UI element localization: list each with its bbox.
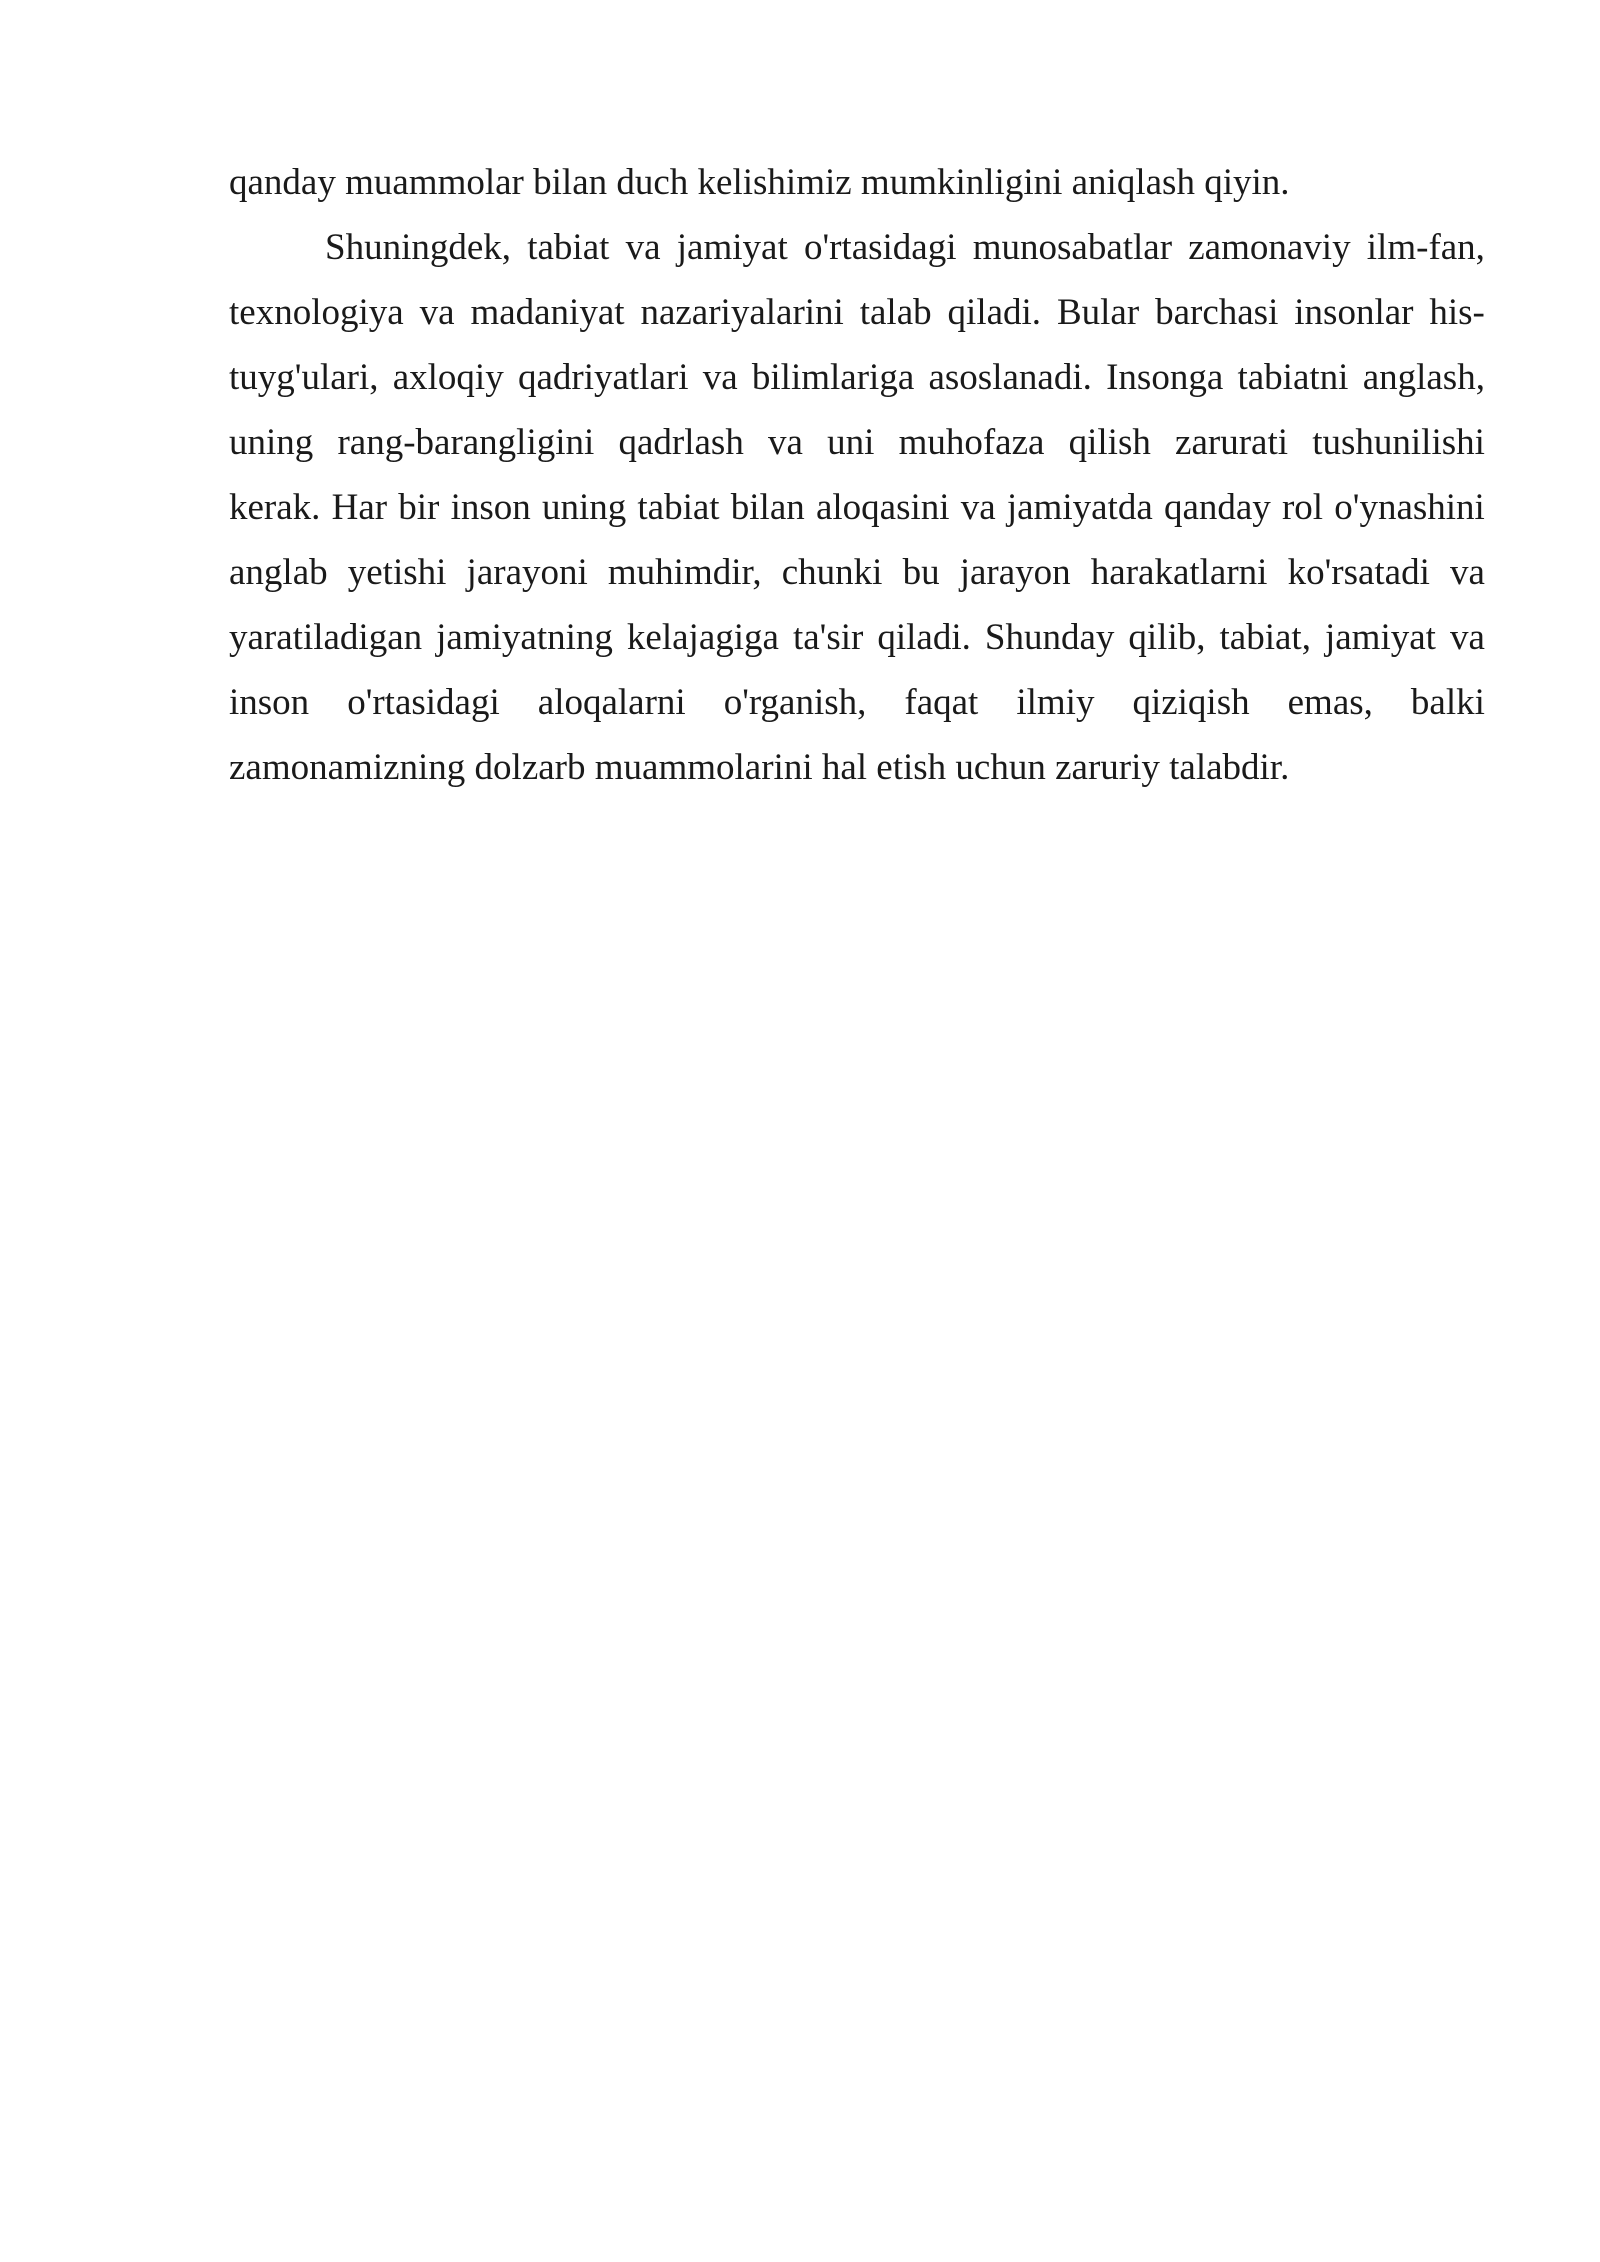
body-text (229, 150, 1485, 800)
word: faqat (904, 682, 979, 723)
word: va (419, 292, 455, 333)
word: va (1450, 552, 1485, 593)
text-line (229, 215, 1485, 280)
text-line (229, 605, 1485, 670)
word: uni (827, 422, 875, 463)
word: inson (229, 682, 310, 723)
word: o'rganish, (723, 682, 867, 723)
word: ta'sir (792, 617, 864, 658)
word: zarurati (1175, 422, 1289, 463)
word: jarayoni (466, 552, 588, 593)
word: axloqiy (392, 357, 504, 398)
word: qiziqish (1132, 682, 1250, 723)
word: harakatlarni (1090, 552, 1268, 593)
word: emas, (1287, 682, 1373, 723)
word: texnologiya (229, 292, 404, 333)
word: Insonga (1106, 357, 1224, 398)
word: his- (1429, 292, 1485, 333)
word: insonlar (1294, 292, 1414, 333)
text-line (229, 475, 1485, 540)
text-line (229, 540, 1485, 605)
word: talab (859, 292, 932, 333)
word: Bular (1056, 292, 1140, 333)
word: rang-barangligini (337, 422, 595, 463)
word: tabiat, (1219, 617, 1311, 658)
word: jamiyatning (436, 617, 613, 658)
word: va (768, 422, 803, 463)
word: anglab (229, 552, 328, 593)
word: Shuningdek, (325, 227, 512, 268)
word: inson (450, 487, 531, 528)
text-line (229, 410, 1485, 475)
word: jamiyatda (1006, 487, 1153, 528)
word: yetishi (347, 552, 447, 593)
text-line: qanday muammolar bilan duch kelishimiz mumkinligini aniqlash qiyin. (229, 162, 1290, 203)
word: o'ynashini (1334, 487, 1485, 528)
word: yaratiladigan (229, 617, 423, 658)
word: qanday (1163, 487, 1271, 528)
word: muhofaza (898, 422, 1045, 463)
word: zamonaviy (1188, 227, 1351, 268)
word: ilmiy (1016, 682, 1095, 723)
text-line (229, 345, 1485, 410)
word: va (702, 357, 738, 398)
word: qiladi. (877, 617, 971, 658)
word: kelajagiga (626, 617, 779, 658)
text-line: zamonamizning dolzarb muammolarini hal etish uchun zaruriy talabdir. (229, 747, 1290, 788)
word: balki (1410, 682, 1485, 723)
word: va (960, 487, 996, 528)
word: bilan (730, 487, 805, 528)
word: ko'rsatadi (1287, 552, 1430, 593)
word: madaniyat (470, 292, 625, 333)
text-line (229, 670, 1485, 735)
word: asoslanadi. (928, 357, 1092, 398)
word: qadrlash (618, 422, 744, 463)
word: tabiat (637, 487, 720, 528)
word: jamiyat (676, 227, 788, 268)
word: bir (398, 487, 440, 528)
word: va (1449, 617, 1485, 658)
word: tabiatni (1237, 357, 1349, 398)
word: tuyg'ulari, (229, 357, 379, 398)
word: munosabatlar (972, 227, 1173, 268)
word: aloqasini (815, 487, 950, 528)
word: nazariyalarini (640, 292, 844, 333)
word: qilish (1068, 422, 1151, 463)
word: rol (1281, 487, 1324, 528)
word: Har (331, 487, 388, 528)
word: bu (902, 552, 940, 593)
word: chunki (781, 552, 883, 593)
word: va (625, 227, 661, 268)
word: jamiyat (1324, 617, 1436, 658)
word: Shunday (984, 617, 1115, 658)
word: jarayon (959, 552, 1071, 593)
word: anglash, (1362, 357, 1485, 398)
word: qiladi. (947, 292, 1042, 333)
word: bilimlariga (751, 357, 915, 398)
word: tushunilishi (1312, 422, 1485, 463)
word: uning (541, 487, 627, 528)
word: muhimdir, (607, 552, 762, 593)
word: kerak. (229, 487, 321, 528)
word: barchasi (1155, 292, 1279, 333)
word: qadriyatlari (517, 357, 689, 398)
word: ilm-fan, (1366, 227, 1485, 268)
word: tabiat (527, 227, 610, 268)
word: uning (229, 422, 314, 463)
word: o'rtasidagi (803, 227, 957, 268)
word: qilib, (1128, 617, 1206, 658)
word: aloqalarni (537, 682, 686, 723)
word: o'rtasidagi (347, 682, 500, 723)
text-line (229, 280, 1485, 345)
